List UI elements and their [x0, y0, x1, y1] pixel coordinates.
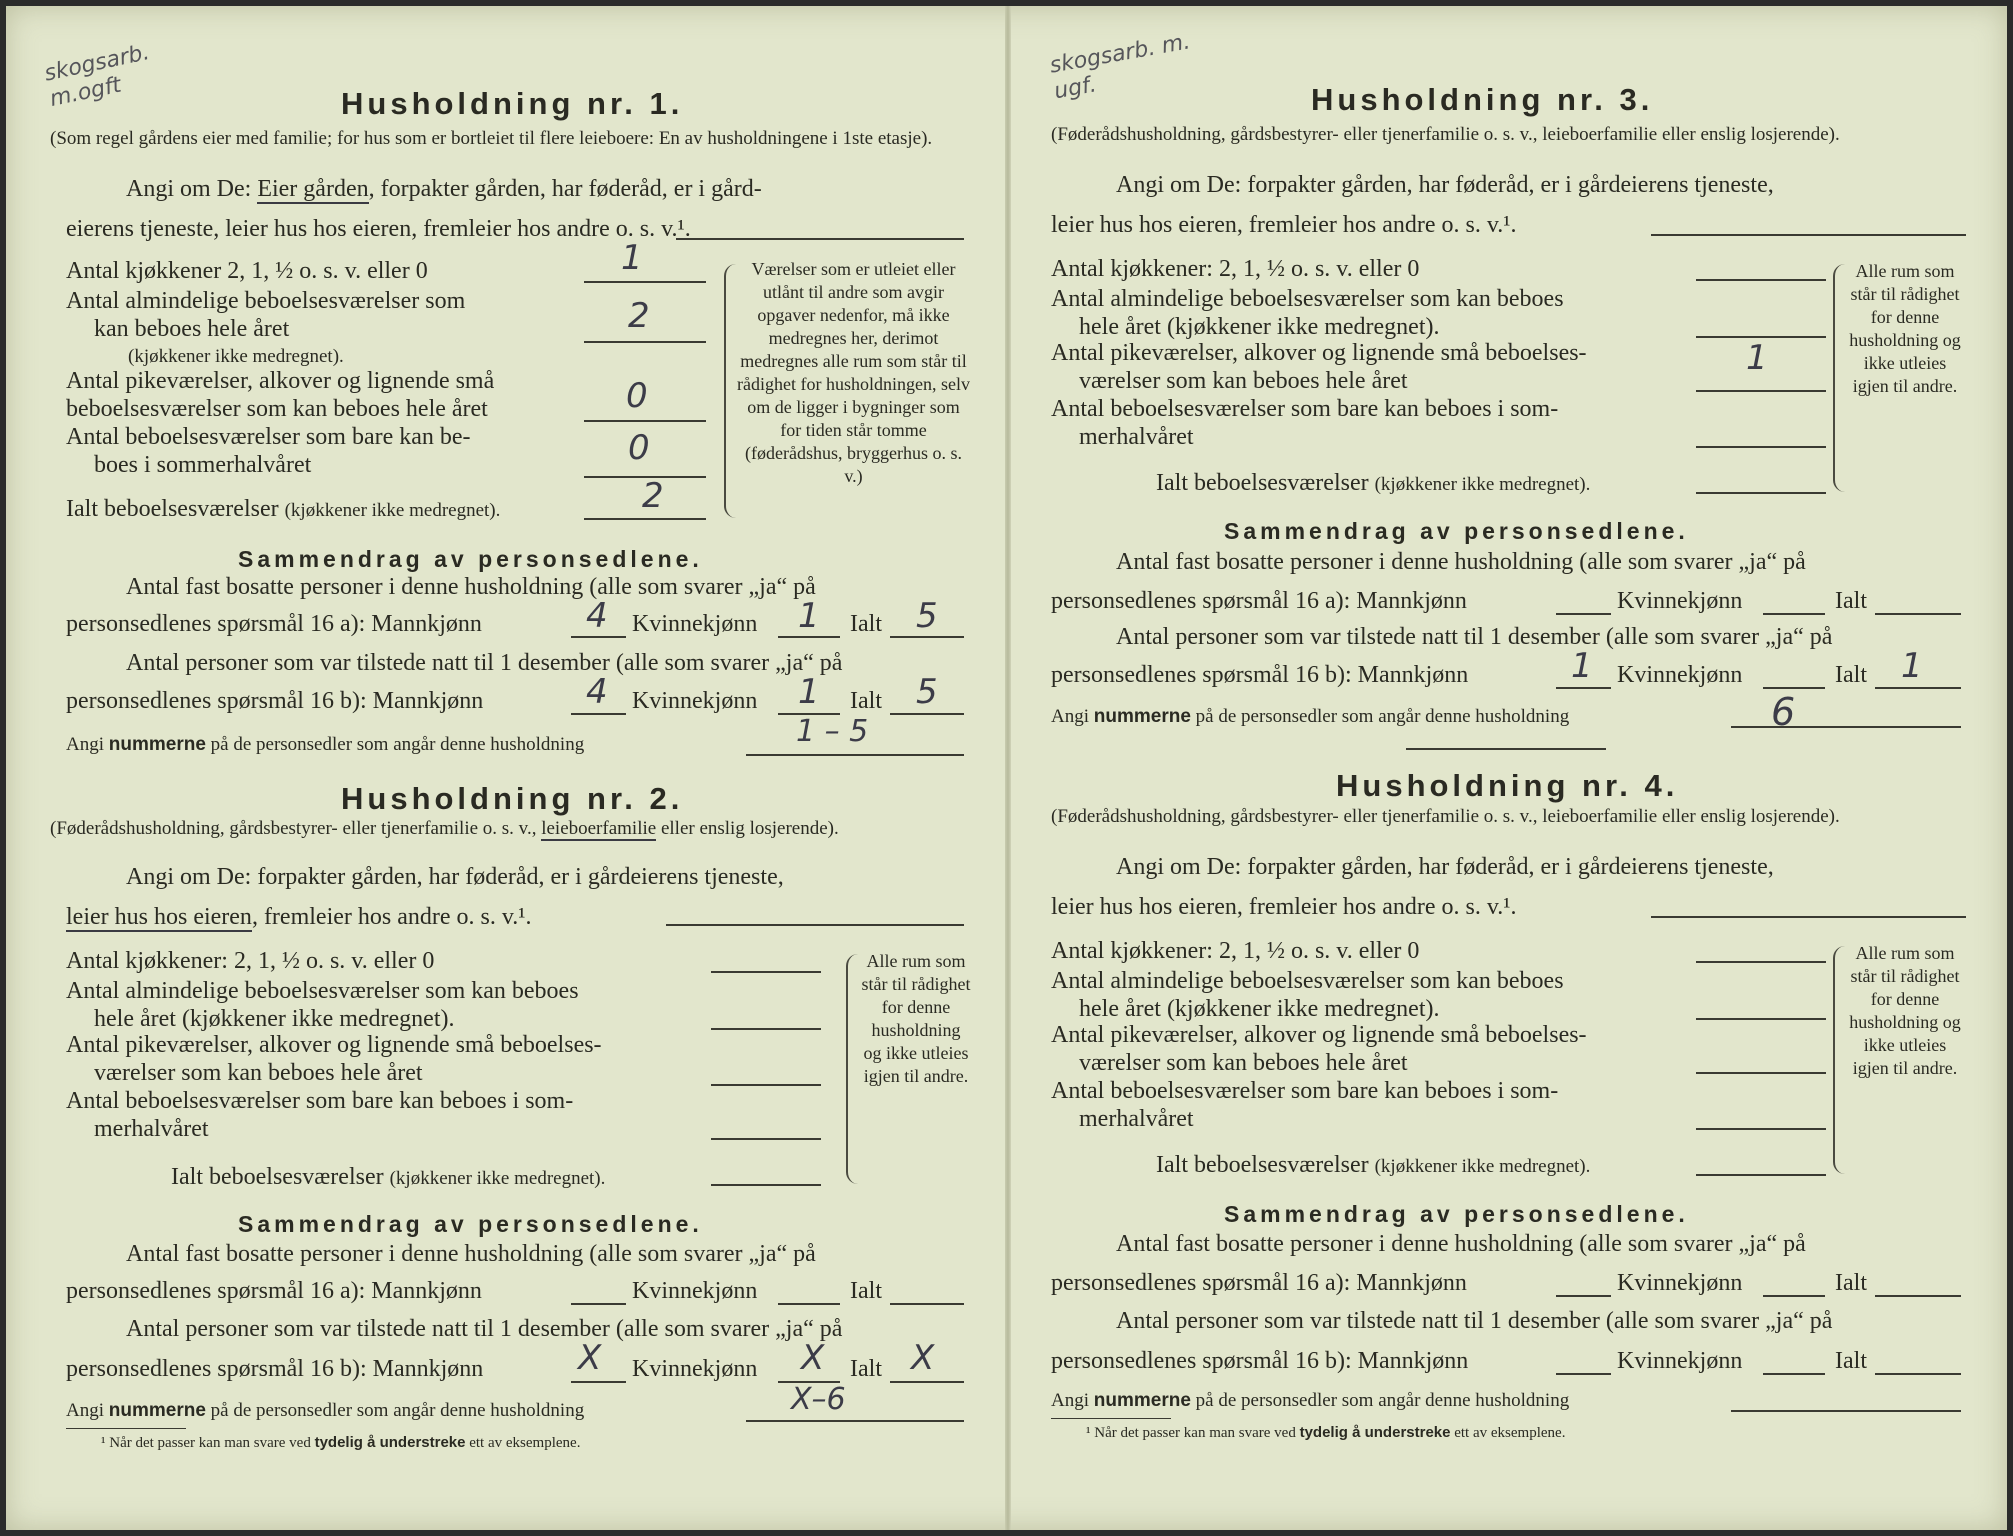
h1-row-alm-2: kan beboes hele året: [94, 316, 290, 342]
h4-ialt-line: [1696, 1174, 1826, 1176]
h3-q16a-line2: personsedlenes spørsmål 16 a): Mannkjønn: [1051, 588, 1467, 614]
footnote: [101, 1434, 580, 1452]
h3-16a-kvinne-label: Kvinnekjønn: [1617, 588, 1743, 614]
h2-nummer-b: nummerne: [108, 1400, 206, 1421]
h3-q16b-line1: Antal personer som var tilstede natt til 1 desember (alle som svarer „ja“ på: [1116, 624, 1833, 650]
h1-kjokken-line: [584, 281, 706, 283]
h1-nummer-c: på de personsedler som angår denne husholdning: [205, 734, 585, 755]
h3-hw-16b-mann: 1: [1571, 646, 1593, 686]
h4-nummer-line-answer: [1731, 1410, 1961, 1412]
h2-q16a-line2: personsedlenes spørsmål 16 a): Mannkjønn: [66, 1278, 482, 1304]
h3-nummer-c: på de personsedler som angår denne husholdning: [1190, 706, 1570, 727]
footnote-b: tydelig å understreke: [1299, 1424, 1451, 1441]
h3-end-rule: [1406, 748, 1606, 750]
h4-16b-ialt-line: [1875, 1373, 1961, 1375]
h2-sommer-line: [711, 1138, 821, 1140]
h3-angi-answer-line: [1651, 234, 1966, 236]
h2-title: Husholdning nr. 2.: [341, 781, 684, 816]
h4-sommer-line: [1696, 1128, 1826, 1130]
h3-sommer-line: [1696, 446, 1826, 448]
footnote-c: ett av eksemplene.: [1450, 1425, 1566, 1441]
h1-row-sommer-2: boes i sommerhalvåret: [94, 452, 312, 478]
h1-row-sommer-1: Antal beboelsesværelser som bare kan be-: [66, 424, 471, 450]
h4-row-sommer-1: Antal beboelsesværelser som bare kan beboes i som-: [1051, 1078, 1559, 1104]
h2-row-pike-1: Antal pikeværelser, alkover og lignende små beboelses-: [66, 1032, 602, 1058]
h2-angi-rest: , fremleier hos andre o. s. v.¹.: [251, 904, 532, 930]
h2-ialt-line: [711, 1184, 821, 1186]
h3-hw-nummer: 6: [1771, 690, 1796, 734]
h4-nummer-c: på de personsedler som angår denne husholdning: [1190, 1390, 1570, 1411]
h1-hw-pike: 0: [626, 376, 648, 416]
h1-hw-16b-kvinne: 1: [798, 672, 820, 712]
h3-summary-title: Sammendrag av personsedlene.: [1224, 518, 1689, 544]
h4-title: Husholdning nr. 4.: [1336, 768, 1679, 803]
h2-hw-16b-ialt: X: [911, 1338, 935, 1378]
h3-row-pike-2: værelser som kan beboes hele året: [1079, 368, 1408, 394]
census-form-spread: [6, 6, 2007, 1530]
h4-side-brace: [1833, 946, 1847, 1174]
h3-q16a-line1: Antal fast bosatte personer i denne husholdning (alle som svarer „ja“ på: [1116, 549, 1806, 575]
footnote-b: tydelig å understreke: [314, 1434, 466, 1451]
h1-angi-line1: [126, 176, 762, 203]
margin-note: skogsarb. m. ugf.: [1047, 29, 1193, 105]
h1-hw-16b-mann: 4: [586, 672, 608, 712]
h1-nummer-b: nummerne: [108, 734, 206, 755]
footnote-rule: [1051, 1418, 1171, 1419]
h4-summary-title: Sammendrag av personsedlene.: [1224, 1201, 1689, 1227]
h2-hw-nummer: X–6: [791, 1382, 846, 1417]
h2-16a-ialt-line: [890, 1303, 964, 1305]
h3-row-pike-1: Antal pikeværelser, alkover og lignende små beboelses-: [1051, 340, 1587, 366]
h2-row-alm-1: Antal almindelige beboelsesværelser som kan beboes: [66, 978, 579, 1004]
h3-16a-kvinne-line: [1763, 613, 1825, 615]
h2-nummer-line-answer: [746, 1420, 964, 1422]
h3-row-ialt: [1156, 470, 1590, 497]
h2-16b-ialt-line: [890, 1381, 964, 1383]
h2-hw-16b-mann: X: [578, 1338, 602, 1378]
h3-nummer-a: Angi: [1051, 706, 1094, 727]
h2-note: [50, 818, 970, 840]
h4-16a-kvinne-line: [1763, 1295, 1825, 1297]
footnote-a: ¹ Når det passer kan man svare ved: [101, 1435, 315, 1451]
h4-16b-mann-line: [1556, 1373, 1611, 1375]
h4-row-alm-2: hele året (kjøkkener ikke medregnet).: [1079, 996, 1440, 1022]
h3-hw-16b-ialt: 1: [1901, 646, 1923, 686]
h3-angi-line1: Angi om De: forpakter gården, har føderåd, er i gårdeierens tjeneste,: [1116, 172, 1774, 198]
left-page: [6, 6, 1005, 1530]
h2-angi-line2: [66, 904, 532, 931]
h1-row-pike-1: Antal pikeværelser, alkover og lignende små: [66, 368, 495, 394]
h4-16a-ialt-line: [1875, 1295, 1961, 1297]
h1-nummer-a: Angi: [66, 734, 109, 755]
footnote-a: ¹ Når det passer kan man svare ved: [1086, 1425, 1300, 1441]
h4-q16b-line2: personsedlenes spørsmål 16 b): Mannkjønn: [1051, 1348, 1469, 1374]
h1-nummer-line: [66, 734, 584, 756]
h1-ialt-label: Ialt beboelsesværelser: [66, 496, 279, 522]
h3-ialt-paren: (kjøkkener ikke medregnet).: [1374, 474, 1591, 495]
h2-row-sommer-2: merhalvåret: [94, 1116, 209, 1142]
h4-16a-kvinne-label: Kvinnekjønn: [1617, 1270, 1743, 1296]
h3-side-note: Alle rum som står til rådighet for denne husholdning og ikke utleies igjen til andre.: [1849, 261, 1961, 396]
h3-16a-mann-line: [1556, 613, 1611, 615]
h1-16a-ialt-label: Ialt: [850, 611, 882, 637]
h3-row-sommer-2: merhalvåret: [1079, 424, 1194, 450]
h1-row-pike-2: beboelsesværelser som kan beboes hele året: [66, 396, 488, 422]
h1-hw-ialt: 2: [642, 476, 664, 516]
h1-16b-mann-line: [571, 713, 626, 715]
h2-16a-kvinne-label: Kvinnekjønn: [632, 1278, 758, 1304]
h1-summary-title: Sammendrag av personsedlene.: [238, 546, 703, 572]
h4-nummer-a: Angi: [1051, 1390, 1094, 1411]
h1-row-ialt: [66, 496, 500, 523]
h3-nummer-b: nummerne: [1093, 706, 1191, 727]
h2-16a-ialt-label: Ialt: [850, 1278, 882, 1304]
h4-angi-answer-line: [1651, 916, 1966, 918]
h1-nummer-line-answer: [746, 754, 964, 756]
footnote-rule: [66, 1428, 186, 1429]
h4-q16a-line2: personsedlenes spørsmål 16 a): Mannkjønn: [1051, 1270, 1467, 1296]
h1-hw-kjokken: 1: [621, 238, 643, 278]
h3-kjokken-line: [1696, 279, 1826, 281]
h1-q16a-line1: Antal fast bosatte personer i denne husholdning (alle som svarer „ja“ på: [126, 574, 816, 600]
h2-ialt-label: Ialt beboelsesværelser: [171, 1164, 384, 1190]
right-page: [1011, 6, 2007, 1530]
h3-16b-ialt-line: [1875, 687, 1961, 689]
h3-pike-line: [1696, 390, 1826, 392]
h4-angi-line2: leier hus hos eieren, fremleier hos andre o. s. v.¹.: [1051, 894, 1517, 920]
h4-ialt-label: Ialt beboelsesværelser: [1156, 1152, 1369, 1178]
h3-nummer-line-answer: [1731, 726, 1961, 728]
h4-16a-mann-line: [1556, 1295, 1611, 1297]
h2-kjokken-line: [711, 971, 821, 973]
h2-summary-title: Sammendrag av personsedlene.: [238, 1211, 703, 1237]
h1-hw-16a-kvinne: 1: [798, 596, 820, 636]
h2-nummer-c: på de personsedler som angår denne husholdning: [205, 1400, 585, 1421]
h1-16b-ialt-line: [890, 713, 964, 715]
h1-16a-kvinne-label: Kvinnekjønn: [632, 611, 758, 637]
h2-q16a-line1: Antal fast bosatte personer i denne husholdning (alle som svarer „ja“ på: [126, 1241, 816, 1267]
h3-row-alm-1: Antal almindelige beboelsesværelser som kan beboes: [1051, 286, 1564, 312]
h1-q16b-line2: personsedlenes spørsmål 16 b): Mannkjønn: [66, 688, 484, 714]
h1-hw-alm: 2: [628, 296, 650, 336]
h1-q16a-line2: personsedlenes spørsmål 16 a): Mannkjønn: [66, 611, 482, 637]
h3-row-kjokken: Antal kjøkkener: 2, 1, ½ o. s. v. eller 0: [1051, 256, 1420, 282]
h3-side-brace: [1833, 264, 1847, 492]
h2-nummer-line: [66, 1400, 584, 1422]
h2-note-c: eller enslig losjerende).: [656, 818, 839, 839]
h3-row-alm-2: hele året (kjøkkener ikke medregnet).: [1079, 314, 1440, 340]
h1-row-alm-3: (kjøkkener ikke medregnet).: [128, 346, 344, 367]
h1-angi-line2: eierens tjeneste, leier hus hos eieren, fremleier hos andre o. s. v.¹.: [66, 216, 691, 242]
h2-16b-mann-line: [571, 1381, 626, 1383]
h2-row-kjokken: Antal kjøkkener: 2, 1, ½ o. s. v. eller 0: [66, 948, 435, 974]
h2-q16b-line2: personsedlenes spørsmål 16 b): Mannkjønn: [66, 1356, 484, 1382]
h1-16a-mann-line: [571, 636, 626, 638]
h1-row-kjokken: Antal kjøkkener 2, 1, ½ o. s. v. eller 0: [66, 258, 428, 284]
h1-hw-sommer: 0: [628, 428, 650, 468]
h4-pike-line: [1696, 1072, 1826, 1074]
h3-16b-mann-line: [1556, 687, 1611, 689]
h4-16b-kvinne-label: Kvinnekjønn: [1617, 1348, 1743, 1374]
h4-q16a-line1: Antal fast bosatte personer i denne husholdning (alle som svarer „ja“ på: [1116, 1231, 1806, 1257]
h2-note-a: (Føderådshusholdning, gårdsbestyrer- eller tjenerfamilie o. s. v.,: [50, 818, 542, 839]
h1-side-note: Værelser som er utleiet eller utlånt til andre som avgir opgaver nedenfor, må ikke medregnes her, derimot medregnes alle rum som står til rådighet for husholdningen, selv om de ligger i bygninger som for tiden står tomme (føderådshus, bryggerhus o. s. v.): [737, 259, 970, 486]
h1-16a-kvinne-line: [778, 636, 840, 638]
h2-side-brace: [846, 954, 860, 1184]
h2-row-alm-2: hele året (kjøkkener ikke medregnet).: [94, 1006, 455, 1032]
h1-row-alm-1: Antal almindelige beboelsesværelser som: [66, 288, 466, 314]
h2-hw-16b-kvinne: X: [801, 1338, 825, 1378]
h4-q16b-line1: Antal personer som var tilstede natt til 1 desember (alle som svarer „ja“ på: [1116, 1308, 1833, 1334]
h2-q16b-line1: Antal personer som var tilstede natt til 1 desember (alle som svarer „ja“ på: [126, 1316, 843, 1342]
h3-16b-kvinne-line: [1763, 687, 1825, 689]
h2-angi-line1: Angi om De: forpakter gården, har føderåd, er i gårdeierens tjeneste,: [126, 864, 784, 890]
h3-16a-ialt-label: Ialt: [1835, 588, 1867, 614]
h1-ialt-line: [584, 518, 706, 520]
h2-ialt-paren: (kjøkkener ikke medregnet).: [389, 1168, 606, 1189]
h1-hw-16a-mann: 4: [586, 596, 608, 636]
h4-kjokken-line: [1696, 961, 1826, 963]
h3-nummer-line: [1051, 706, 1569, 728]
h3-ialt-label: Ialt beboelsesværelser: [1156, 470, 1369, 496]
h2-nummer-a: Angi: [66, 1400, 109, 1421]
h1-note: (Som regel gårdens eier med familie; for hus som er bortleiet til flere leieboere: En av husholdningene i 1ste etasje).: [50, 128, 933, 149]
h2-note-selected: leieboerfamilie: [541, 818, 657, 839]
h3-q16b-line2: personsedlenes spørsmål 16 b): Mannkjønn: [1051, 662, 1469, 688]
h1-alm-line: [584, 341, 706, 343]
h3-16a-ialt-line: [1875, 613, 1961, 615]
h4-row-pike-2: værelser som kan beboes hele året: [1079, 1050, 1408, 1076]
h4-note: (Føderådshusholdning, gårdsbestyrer- eller tjenerfamilie o. s. v., leieboerfamilie eller enslig losjerende).: [1051, 806, 1840, 827]
h2-16b-kvinne-label: Kvinnekjønn: [632, 1356, 758, 1382]
h4-nummer-line: [1051, 1390, 1569, 1412]
h3-ialt-line: [1696, 492, 1826, 494]
h2-angi-selected: leier hus hos eieren: [66, 904, 252, 930]
h2-pike-line: [711, 1084, 821, 1086]
h1-angi-answer-line: [676, 238, 964, 240]
h4-row-kjokken: Antal kjøkkener: 2, 1, ½ o. s. v. eller 0: [1051, 938, 1420, 964]
h4-row-alm-1: Antal almindelige beboelsesværelser som kan beboes: [1051, 968, 1564, 994]
h3-angi-line2: leier hus hos eieren, fremleier hos andre o. s. v.¹.: [1051, 212, 1517, 238]
h3-title: Husholdning nr. 3.: [1311, 82, 1654, 117]
h2-16a-kvinne-line: [778, 1303, 840, 1305]
h3-row-sommer-1: Antal beboelsesværelser som bare kan beboes i som-: [1051, 396, 1559, 422]
h4-16a-ialt-label: Ialt: [1835, 1270, 1867, 1296]
h2-row-pike-2: værelser som kan beboes hele året: [94, 1060, 423, 1086]
h2-16a-mann-line: [571, 1303, 626, 1305]
h2-angi-answer-line: [666, 924, 964, 926]
h1-16a-ialt-line: [890, 636, 964, 638]
h1-angi-text: Angi om De:: [126, 176, 258, 202]
h2-row-sommer-1: Antal beboelsesværelser som bare kan beboes i som-: [66, 1088, 574, 1114]
h2-row-ialt: [171, 1164, 605, 1191]
h2-side-note: Alle rum som står til rådighet for denne husholdning og ikke utleies igjen til andre.: [861, 951, 971, 1086]
footnote: [1086, 1424, 1565, 1442]
h4-row-pike-1: Antal pikeværelser, alkover og lignende små beboelses-: [1051, 1022, 1587, 1048]
h1-pike-line: [584, 420, 706, 422]
h1-ialt-paren: (kjøkkener ikke medregnet).: [284, 500, 501, 521]
h4-ialt-paren: (kjøkkener ikke medregnet).: [1374, 1156, 1591, 1177]
h4-16b-kvinne-line: [1763, 1373, 1825, 1375]
h1-hw-nummer: 1 – 5: [796, 714, 869, 749]
h4-side-note: Alle rum som står til rådighet for denne husholdning og ikke utleies igjen til andre.: [1849, 943, 1961, 1078]
h1-16b-ialt-label: Ialt: [850, 688, 882, 714]
h4-16b-ialt-label: Ialt: [1835, 1348, 1867, 1374]
margin-note: skogsarb. m.ogft: [42, 40, 152, 113]
h1-angi-selected: Eier gården: [257, 176, 369, 202]
h2-16b-ialt-label: Ialt: [850, 1356, 882, 1382]
h1-16b-kvinne-label: Kvinnekjønn: [632, 688, 758, 714]
h1-hw-16b-ialt: 5: [916, 672, 938, 712]
h1-hw-16a-ialt: 5: [916, 596, 938, 636]
h4-row-sommer-2: merhalvåret: [1079, 1106, 1194, 1132]
h3-16b-ialt-label: Ialt: [1835, 662, 1867, 688]
footnote-c: ett av eksemplene.: [465, 1435, 581, 1451]
h1-title: Husholdning nr. 1.: [341, 86, 684, 121]
h3-note: (Føderådshusholdning, gårdsbestyrer- eller tjenerfamilie o. s. v., leieboerfamilie eller enslig losjerende).: [1051, 124, 1840, 145]
h1-angi-rest: , forpakter gården, har føderåd, er i gård-: [368, 176, 762, 202]
h3-16b-kvinne-label: Kvinnekjønn: [1617, 662, 1743, 688]
h4-row-ialt: [1156, 1152, 1590, 1179]
h4-alm-line: [1696, 1018, 1826, 1020]
h3-hw-pike: 1: [1746, 338, 1768, 378]
h2-alm-line: [711, 1028, 821, 1030]
h4-angi-line1: Angi om De: forpakter gården, har føderåd, er i gårdeierens tjeneste,: [1116, 854, 1774, 880]
h4-nummer-b: nummerne: [1093, 1390, 1191, 1411]
h1-q16b-line1: Antal personer som var tilstede natt til 1 desember (alle som svarer „ja“ på: [126, 650, 843, 676]
